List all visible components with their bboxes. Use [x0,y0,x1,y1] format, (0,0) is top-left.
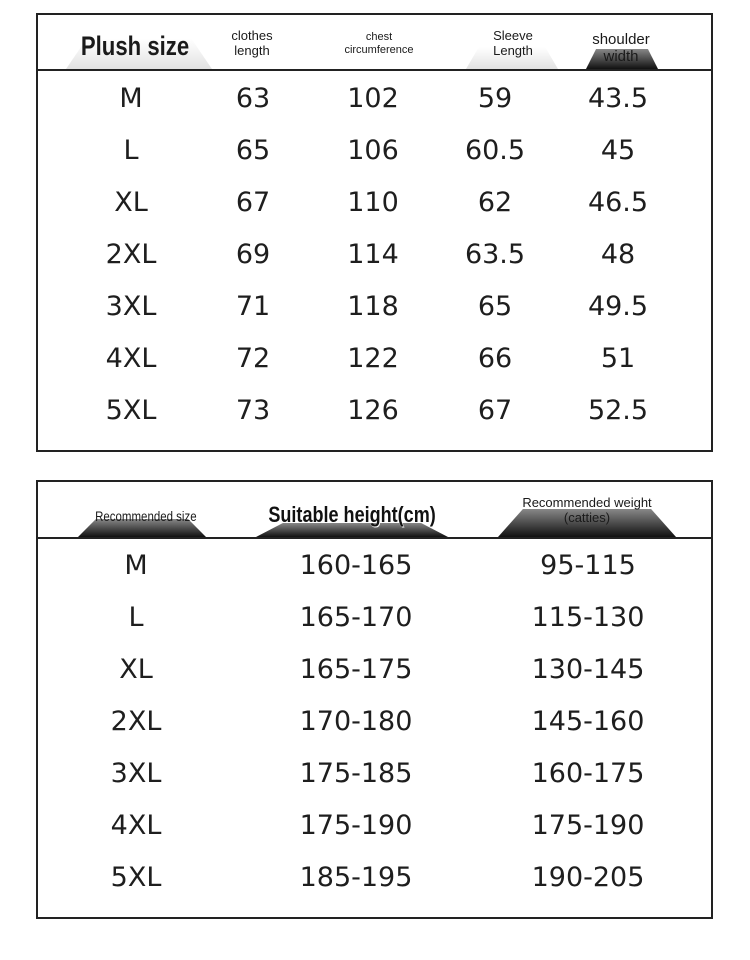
shoulder-width-cell: 52.5 [587,395,649,426]
table-row [38,644,711,696]
size-cell: L [128,602,144,633]
weight-cell: 190-205 [531,862,645,893]
header-shoulder-width: shoulder width [592,31,650,66]
weight-cell: 95-115 [540,550,636,581]
table-row [38,125,711,177]
chest-cell: 122 [347,343,399,374]
sleeve-length-cell: 59 [477,83,513,114]
shoulder-width-cell: 46.5 [587,187,649,218]
size-cell: XL [119,654,153,685]
weight-cell: 175-190 [531,810,645,841]
size-chart-table [36,13,713,452]
weight-cell: 130-145 [531,654,645,685]
header-recommended-weight: Recommended weight (catties) [522,495,652,525]
chest-cell: 118 [347,291,399,322]
chest-cell: 110 [347,187,399,218]
size-chart-header [38,15,711,71]
size-cell: XL [114,187,148,218]
size-cell: 2XL [105,239,157,270]
table-row [38,333,711,385]
sleeve-length-cell: 62 [477,187,513,218]
size-cell: 2XL [110,706,162,737]
weight-cell: 160-175 [531,758,645,789]
header-plush-size: Plush size [80,31,190,61]
size-cell: M [119,83,143,114]
size-cell: 5XL [105,395,157,426]
size-cell: 3XL [110,758,162,789]
height-cell: 165-175 [299,654,413,685]
table-row [38,281,711,333]
clothes-length-cell: 69 [235,239,271,270]
table-row [38,540,711,592]
weight-cell: 115-130 [531,602,645,633]
table-row [38,696,711,748]
sleeve-length-cell: 66 [477,343,513,374]
recommendation-table [36,480,713,919]
size-cell: 5XL [110,862,162,893]
chest-cell: 102 [347,83,399,114]
height-cell: 175-185 [299,758,413,789]
table-row [38,177,711,229]
sleeve-length-cell: 67 [477,395,513,426]
clothes-length-cell: 63 [235,83,271,114]
clothes-length-cell: 71 [235,291,271,322]
table-row [38,800,711,852]
table-row [38,852,711,904]
clothes-length-cell: 65 [235,135,271,166]
weight-cell: 145-160 [531,706,645,737]
shoulder-width-cell: 43.5 [587,83,649,114]
table-row [38,73,711,125]
size-cell: M [124,550,148,581]
header-chest-circumference: chest circumference [344,31,414,56]
table-row [38,748,711,800]
size-cell: 3XL [105,291,157,322]
shoulder-width-cell: 48 [600,239,636,270]
sleeve-length-cell: 63.5 [464,239,526,270]
size-cell: 4XL [105,343,157,374]
size-cell: 4XL [110,810,162,841]
clothes-length-cell: 72 [235,343,271,374]
shoulder-width-cell: 49.5 [587,291,649,322]
height-cell: 160-165 [299,550,413,581]
header-recommended-size: Recommended size [95,508,197,524]
header-suitable-height: Suitable height(cm) [268,502,436,527]
chest-cell: 126 [347,395,399,426]
chest-cell: 106 [347,135,399,166]
sleeve-length-cell: 65 [477,291,513,322]
height-cell: 175-190 [299,810,413,841]
shoulder-width-cell: 45 [600,135,636,166]
size-cell: L [123,135,139,166]
table-row [38,229,711,281]
table-row [38,592,711,644]
clothes-length-cell: 67 [235,187,271,218]
chest-cell: 114 [347,239,399,270]
header-clothes-length: clothes length [231,28,273,58]
shoulder-width-cell: 51 [600,343,636,374]
recommendation-header [38,482,711,539]
sleeve-length-cell: 60.5 [464,135,526,166]
table-row [38,385,711,437]
header-sleeve-length: Sleeve Length [493,28,533,58]
height-cell: 165-170 [299,602,413,633]
height-cell: 170-180 [299,706,413,737]
height-cell: 185-195 [299,862,413,893]
clothes-length-cell: 73 [235,395,271,426]
